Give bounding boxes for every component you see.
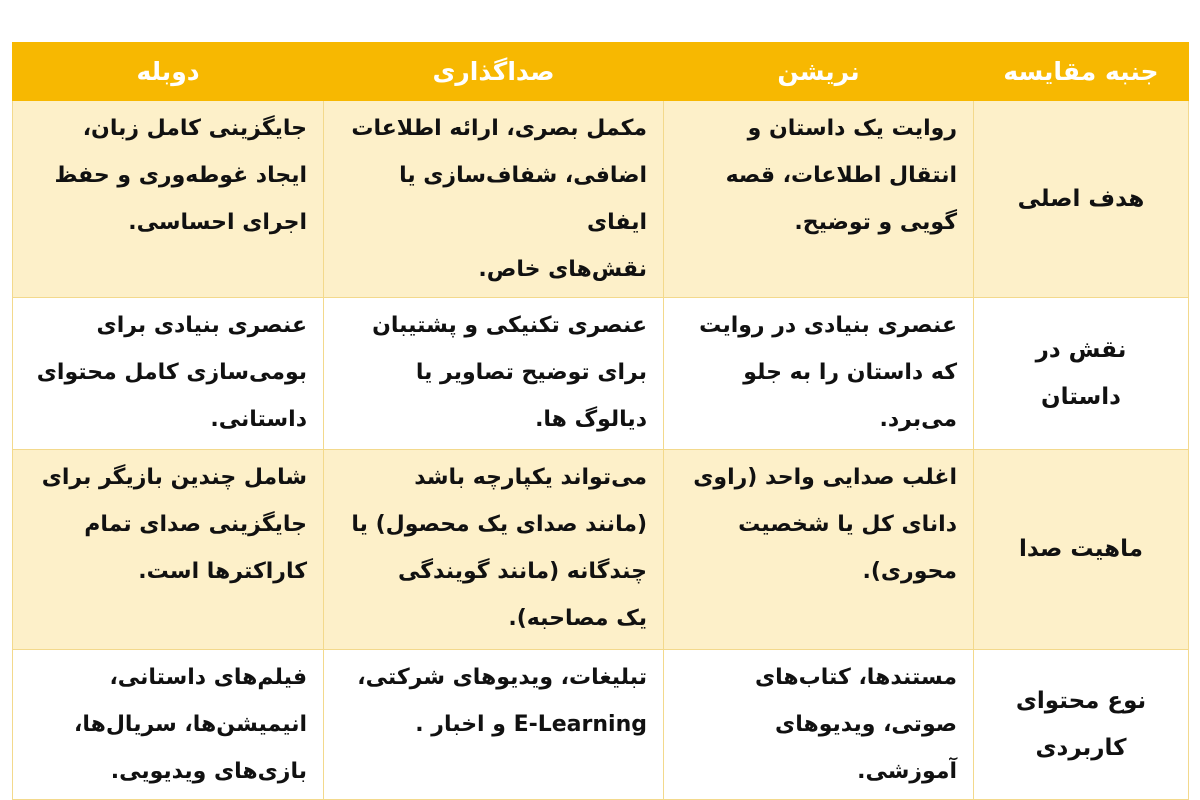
voiceover-cell [324, 450, 664, 650]
comparison-table [12, 42, 1189, 800]
voiceover-cell [324, 101, 664, 298]
row-aspect-cell [974, 101, 1189, 298]
narration-text: روایت یک داستان و انتقال اطلاعات، قصه گویی و توضیح. [725, 116, 957, 235]
dubbing-cell [13, 298, 324, 450]
aspect-label: نقش در داستان [1035, 336, 1127, 410]
header-narration: نریشن [664, 43, 974, 101]
voiceover-text: می‌تواند یکپارچه باشد (مانند صدای یک محصول) یا چندگانه (مانند گویندگی یک مصاحبه). [351, 465, 647, 631]
table-row-voice-nature [13, 450, 1189, 650]
table-row-main-goal [13, 101, 1189, 298]
table-body [13, 101, 1189, 800]
dubbing-cell [13, 101, 324, 298]
table-row-story-role [13, 298, 1189, 450]
aspect-label: نوع محتوای کاربردی [1015, 687, 1147, 761]
aspect-label: ماهیت صدا [1019, 536, 1143, 562]
header-row [13, 43, 1189, 101]
narration-cell [664, 101, 974, 298]
dubbing-cell [13, 650, 324, 800]
narration-cell [664, 298, 974, 450]
voiceover-text: مکمل بصری، ارائه اطلاعات اضافی، شفاف‌سازی یا ایفای نقش‌های خاص. [351, 116, 647, 282]
narration-text: اغلب صدایی واحد (راوی دانای کل یا شخصیت محوری). [693, 465, 957, 584]
dubbing-text: شامل چندین بازیگر برای جایگزینی صدای تمام کاراکترها است. [41, 465, 307, 584]
dubbing-text: فیلم‌های داستانی، انیمیشن‌ها، سریال‌ها، بازی‌های ویدیویی. [73, 665, 307, 784]
narration-cell [664, 450, 974, 650]
header-voiceover: صداگذاری [324, 43, 664, 101]
row-aspect-cell [974, 298, 1189, 450]
row-aspect-cell [974, 450, 1189, 650]
narration-text: مستندها، کتاب‌های صوتی، ویدیوهای آموزشی. [754, 665, 957, 784]
header-dubbing: دوبله [13, 43, 324, 101]
row-aspect-cell [974, 650, 1189, 800]
dubbing-text: جایگزینی کامل زبان، ایجاد غوطه‌وری و حفظ اجرای احساسی. [54, 116, 307, 235]
header-aspect: جنبه مقایسه [974, 43, 1189, 101]
voiceover-text: عنصری تکنیکی و پشتیبان برای توضیح تصاویر یا دیالوگ ها. [372, 313, 647, 432]
dubbing-cell [13, 450, 324, 650]
dubbing-text: عنصری بنیادی برای بومی‌سازی کامل محتوای داستانی. [36, 313, 307, 432]
voiceover-text: تبلیغات، ویدیوهای شرکتی، E-Learning و اخبار . [357, 665, 647, 737]
table-row-content-type [13, 650, 1189, 800]
voiceover-cell [324, 650, 664, 800]
aspect-label: هدف اصلی [1017, 185, 1145, 212]
narration-cell [664, 650, 974, 800]
voiceover-cell [324, 298, 664, 450]
table-header [13, 43, 1189, 101]
narration-text: عنصری بنیادی در روایت که داستان را به جلو می‌برد. [699, 313, 957, 432]
